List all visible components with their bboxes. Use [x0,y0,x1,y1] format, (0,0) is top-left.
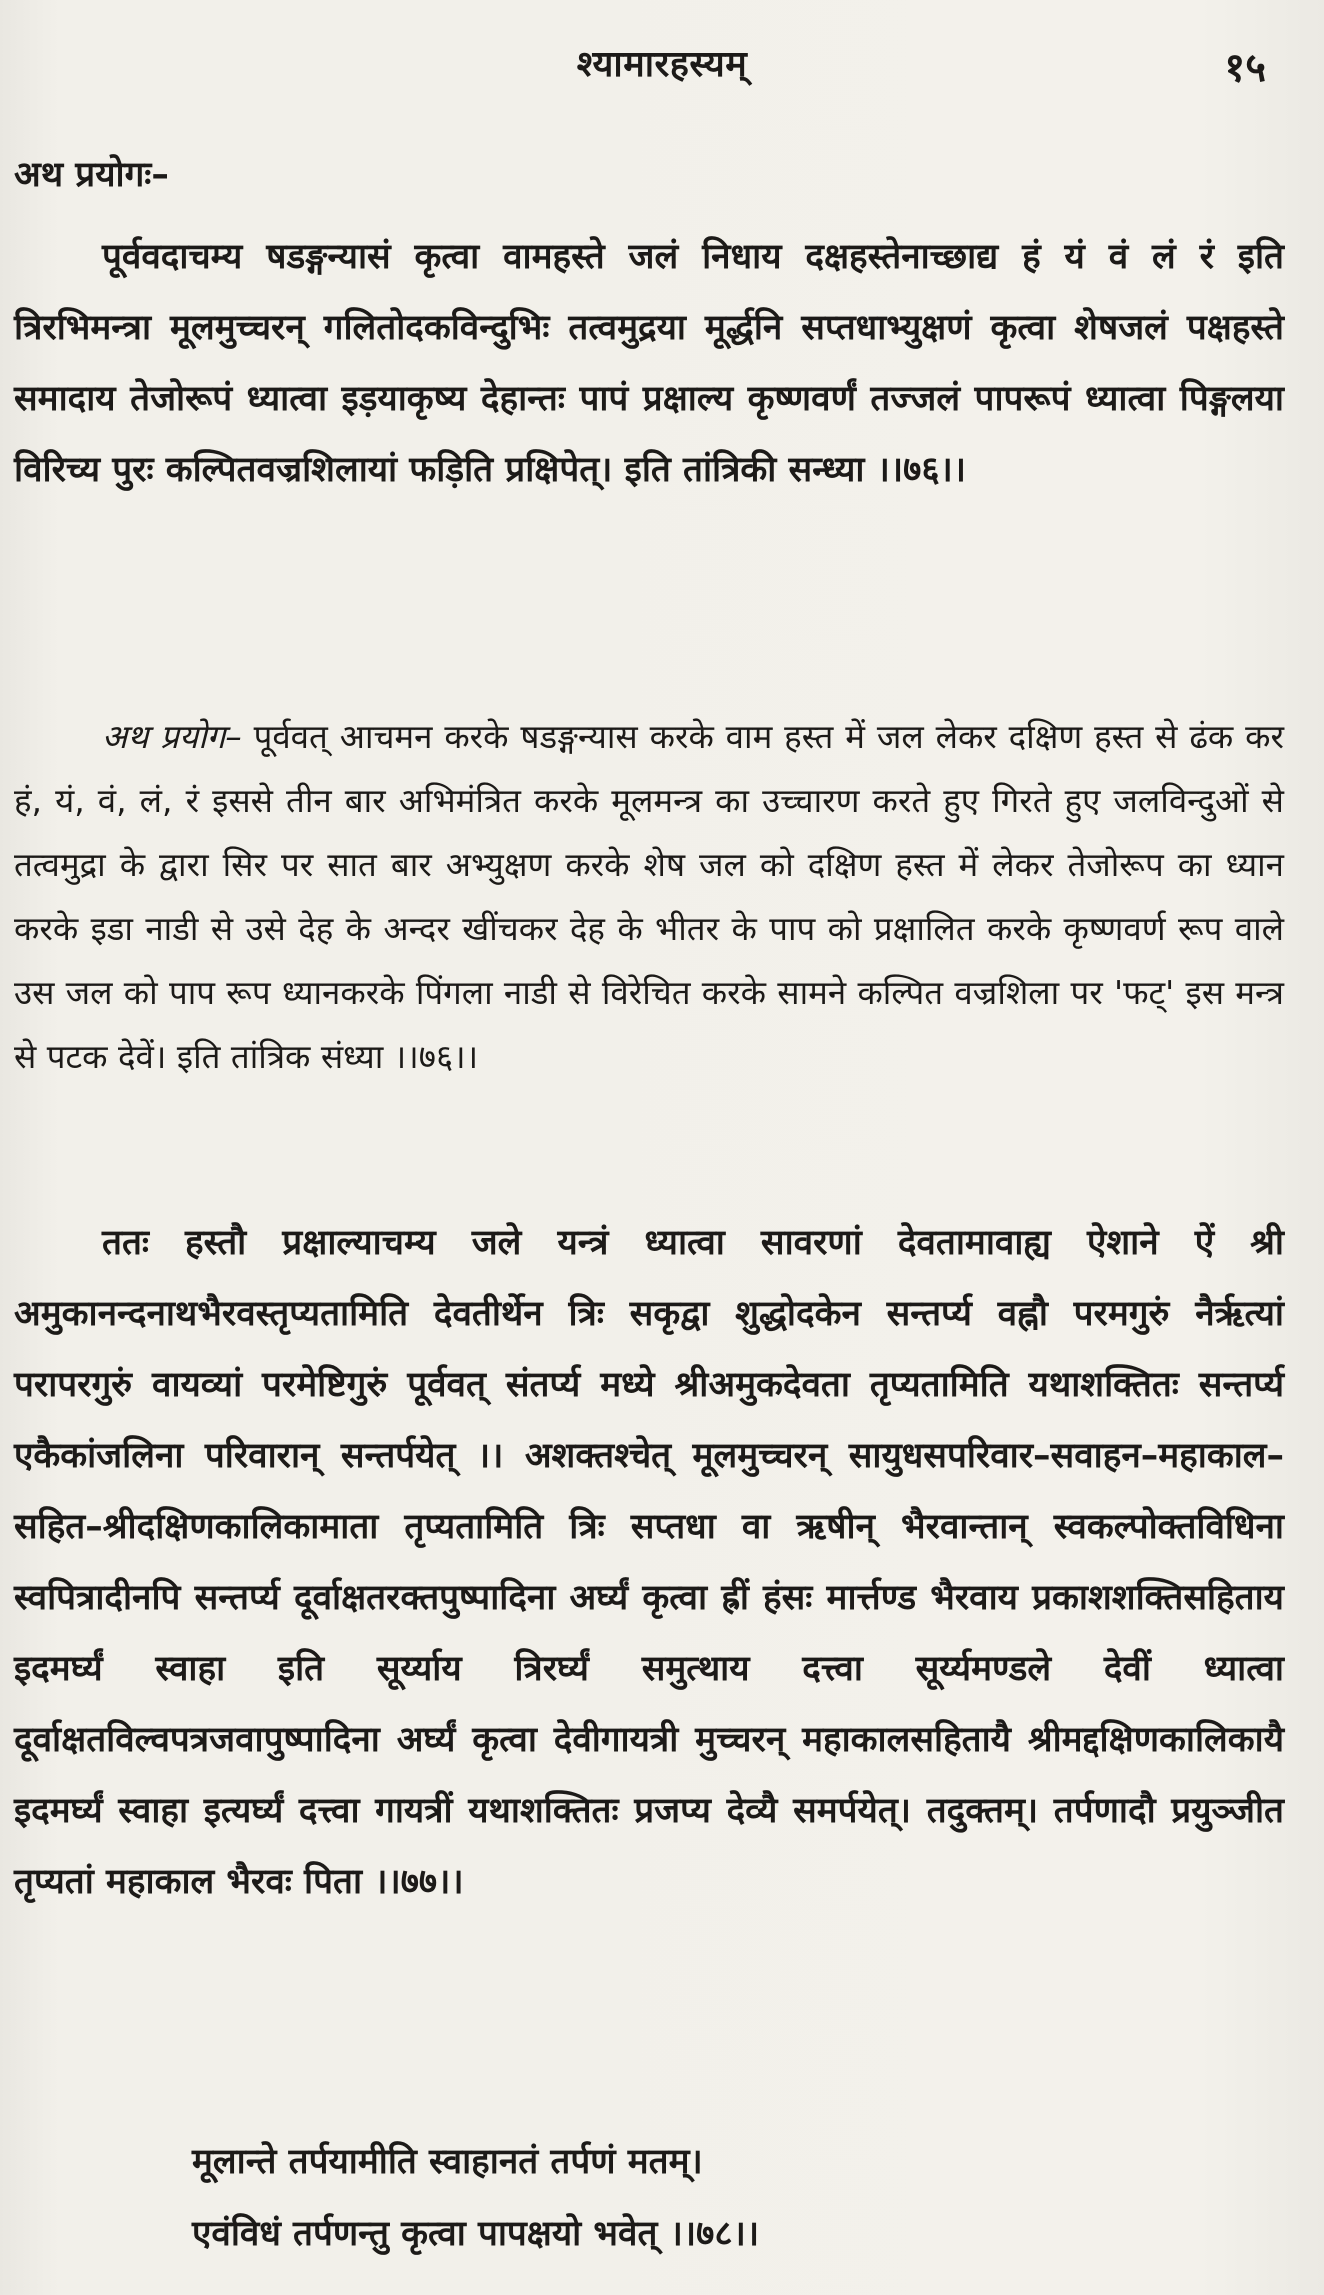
section-heading: अथ प्रयोगः– [14,155,169,195]
translation-label: अथ प्रयोग– [102,717,242,756]
translation-paragraph [14,705,1284,1089]
sanskrit-text-2: ततः हस्तौ प्रक्षाल्याचम्य जले यन्त्रं ध्यात्वा सावरणां देवतामावाह्य ऐशाने ऐं श्री अमुकानन्दनाथभैरवस्तृप्यतामिति देवतीर्थेन त्रिः सकृद्वा शुद्धोदकेन सन्तर्प्य वह्नौ परमगुरुं नैर्ऋत्यां परापरगुरुं वायव्यां परमेष्टिगुरुं पूर्ववत् संतर्प्य मध्ये श्रीअमुकदेवता तृप्यतामिति यथाशक्तितः सन्तर्प्य एकैकांजलिना परिवारान् सन्तर्पयेत् ।। अशक्तश्चेत् मूलमुच्चरन् सायुधसपरिवार–सवाहन–महाकाल–सहित–श्रीदक्षिणकालिकामाता तृप्यतामिति त्रिः सप्तधा वा ऋषीन् भैरवान्तान् स्वकल्पोक्तविधिना स्वपित्रादीनपि सन्तर्प्य दूर्वाक्षतरक्तपुष्पादिना अर्घ्यं कृत्वा ह्रीं हंसः मार्त्तण्ड भैरवाय प्रकाशशक्तिसहिताय इदमर्घ्यं स्वाहा इति सूर्य्याय त्रिरर्घ्यं समुत्थाय दत्त्वा सूर्य्यमण्डले देवीं ध्यात्वा दूर्वाक्षतविल्वपत्रजवापुष्पादिना अर्घ्यं कृत्वा देवीगायत्री मुच्चरन् महाकालसहितायै श्रीमद्दक्षिणकालिकायै इदमर्घ्यं स्वाहा इत्यर्घ्यं दत्त्वा गायत्रीं यथाशक्तितः प्रजप्य देव्यै समर्पयेत्। तदुक्तम्। तर्पणादौ प्रयुञ्जीत तृप्यतां महाकाल भैरवः पिता ।।७७।। [14,1223,1284,1902]
translation-text: पूर्ववत् आचमन करके षडङ्गन्यास करके वाम हस्त में जल लेकर दक्षिण हस्त से ढंक कर हं, यं, वं, लं, रं इससे तीन बार अभिमंत्रित करके मूलमन्त्र का उच्चारण करते हुए गिरते हुए जलविन्दुओं से तत्वमुद्रा के द्वारा सिर पर सात बार अभ्युक्षण करके शेष जल को दक्षिण हस्त में लेकर तेजोरूप का ध्यान करके इडा नाडी से उसे देह के अन्दर खींचकर देह के भीतर के पाप को प्रक्षालित करके कृष्णवर्ण रूप वाले उस जल को पाप रूप ध्यानकरके पिंगला नाडी से विरेचित करके सामने कल्पित वज्रशिला पर 'फट्' इस मन्त्र से पटक देवें। इति तांत्रिक संध्या ।।७६।। [14,717,1284,1076]
hindi-translation-1 [14,705,1284,1089]
running-title: श्यामारहस्यम् [576,44,748,85]
sanskrit-text-1: पूर्ववदाचम्य षडङ्गन्यासं कृत्वा वामहस्ते जलं निधाय दक्षहस्तेनाच्छाद्य हं यं वं लं रं इति त्रिरभिमन्त्रा मूलमुच्चरन् गलितोदकविन्दुभिः तत्वमुद्रया मूर्द्धनि सप्तधाभ्युक्षणं कृत्वा शेषजलं पक्षहस्ते समादाय तेजोरूपं ध्यात्वा इड़याकृष्य देहान्तः पापं प्रक्षाल्य कृष्णवर्णं तज्जलं पापरूपं ध्यात्वा पिङ्गलया विरिच्य पुरः कल्पितवज्रशिलायां फड़िति प्रक्षिपेत्। इति तांत्रिकी सन्ध्या ।।७६।। [14,237,1284,490]
verse-line-2: एवंविधं तर्पणन्तु कृत्वा पापक्षयो भवेत् ।।७८।। [192,2214,760,2254]
sanskrit-paragraph-2 [14,1208,1284,1918]
verse-block [14,2126,1284,2270]
page-number: १५ [1224,45,1266,91]
verse-line-1: मूलान्ते तर्पयामीति स्वाहानतं तर्पणं मतम्। [192,2142,703,2182]
sanskrit-paragraph-1 [14,222,1284,506]
page-header [0,38,1324,98]
section-heading-block [14,150,1284,197]
